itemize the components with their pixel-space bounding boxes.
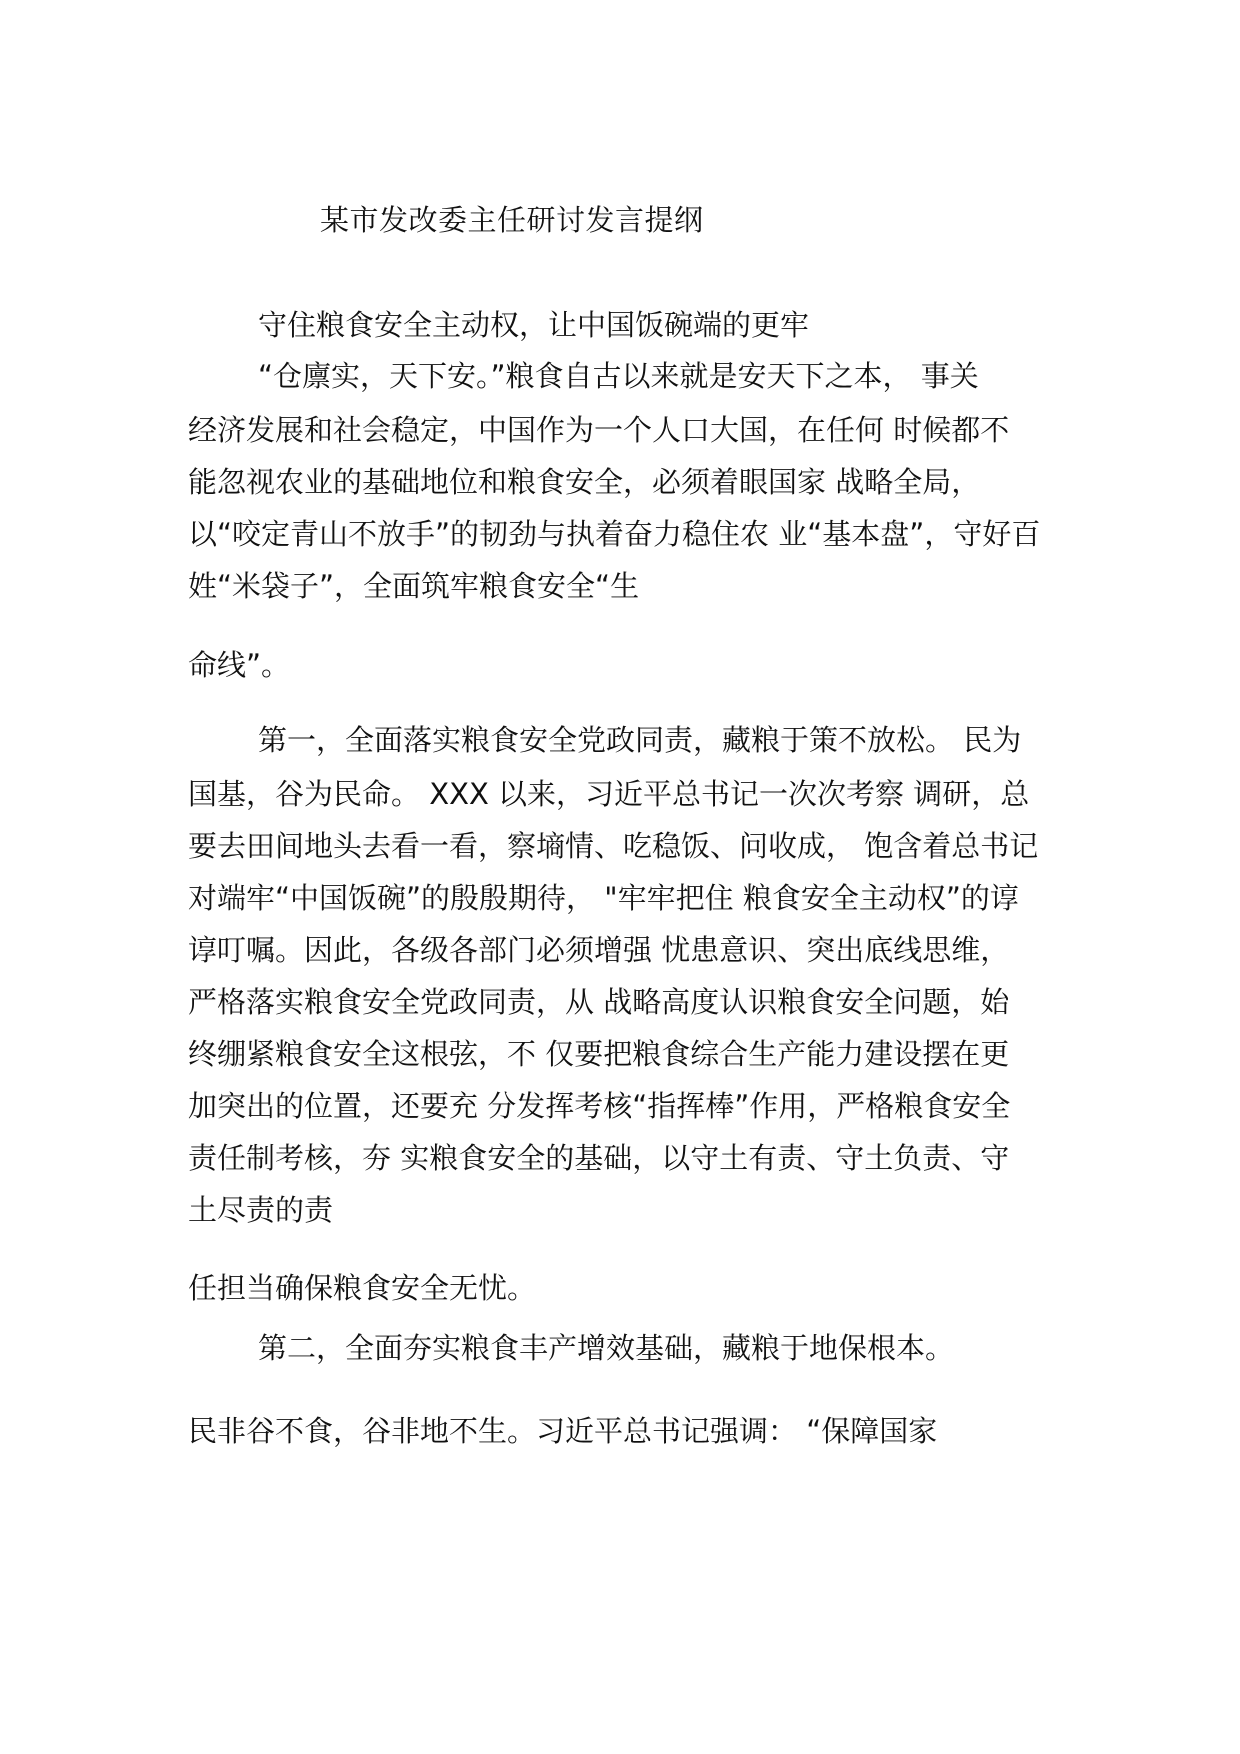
subtitle-line: 守住粮食安全主动权，让中国饭碗端的更牢	[258, 308, 810, 342]
paragraph-line: 土尽责的责	[188, 1193, 334, 1227]
paragraph-line: “仓廪实，天下安。”粮食自古以来就是安天下之本， 事关	[258, 359, 979, 393]
paragraph-line: 民非谷不食，谷非地不生。习近平总书记强调： “保障国家	[188, 1414, 938, 1448]
paragraph-line: 任担当确保粮食安全无忧。	[188, 1271, 537, 1305]
paragraph-line: 对端牢“中国饭碗”的殷殷期待， "牢牢把住 粮食安全主动权”的谆	[188, 881, 1019, 915]
paragraph-line: 国基，谷为民命。 XXX 以来，习近平总书记一次次考察 调研，总	[188, 777, 1030, 811]
paragraph-line: 第二，全面夯实粮食丰产增效基础，藏粮于地保根本。	[258, 1331, 955, 1365]
paragraph-line: 能忽视农业的基础地位和粮食安全，必须着眼国家 战略全局，	[188, 465, 981, 499]
paragraph-line: 谆叮嘱。因此，各级各部门必须增强 忧患意识、突出底线思维，	[188, 933, 1010, 967]
paragraph-line: 要去田间地头去看一看，察墒情、吃稳饭、问收成， 饱含着总书记	[188, 829, 1039, 863]
paragraph-line: 以“咬定青山不放手”的韧劲与执着奋力稳住农 业“基本盘”，守好百	[188, 517, 1041, 551]
paragraph-line: 责任制考核，夯 实粮食安全的基础，以守土有责、守土负责、守	[188, 1141, 1010, 1175]
paragraph-line: 姓“米袋子”，全面筑牢粮食安全“生	[188, 569, 640, 603]
paragraph-line: 命线”。	[188, 648, 291, 682]
document-title: 某市发改委主任研讨发言提纲	[320, 203, 704, 237]
paragraph-line: 第一，全面落实粮食安全党政同责，藏粮于策不放松。 民为	[258, 723, 1022, 757]
paragraph-line: 加突出的位置，还要充 分发挥考核“指挥棒”作用，严格粮食安全	[188, 1089, 1011, 1123]
paragraph-line: 经济发展和社会稳定，中国作为一个人口大国，在任何 时候都不	[188, 413, 1010, 447]
paragraph-line: 终绷紧粮食安全这根弦，不 仅要把粮食综合生产能力建设摆在更	[188, 1037, 1010, 1071]
paragraph-line: 严格落实粮食安全党政同责，从 战略高度认识粮食安全问题，始	[188, 985, 1010, 1019]
